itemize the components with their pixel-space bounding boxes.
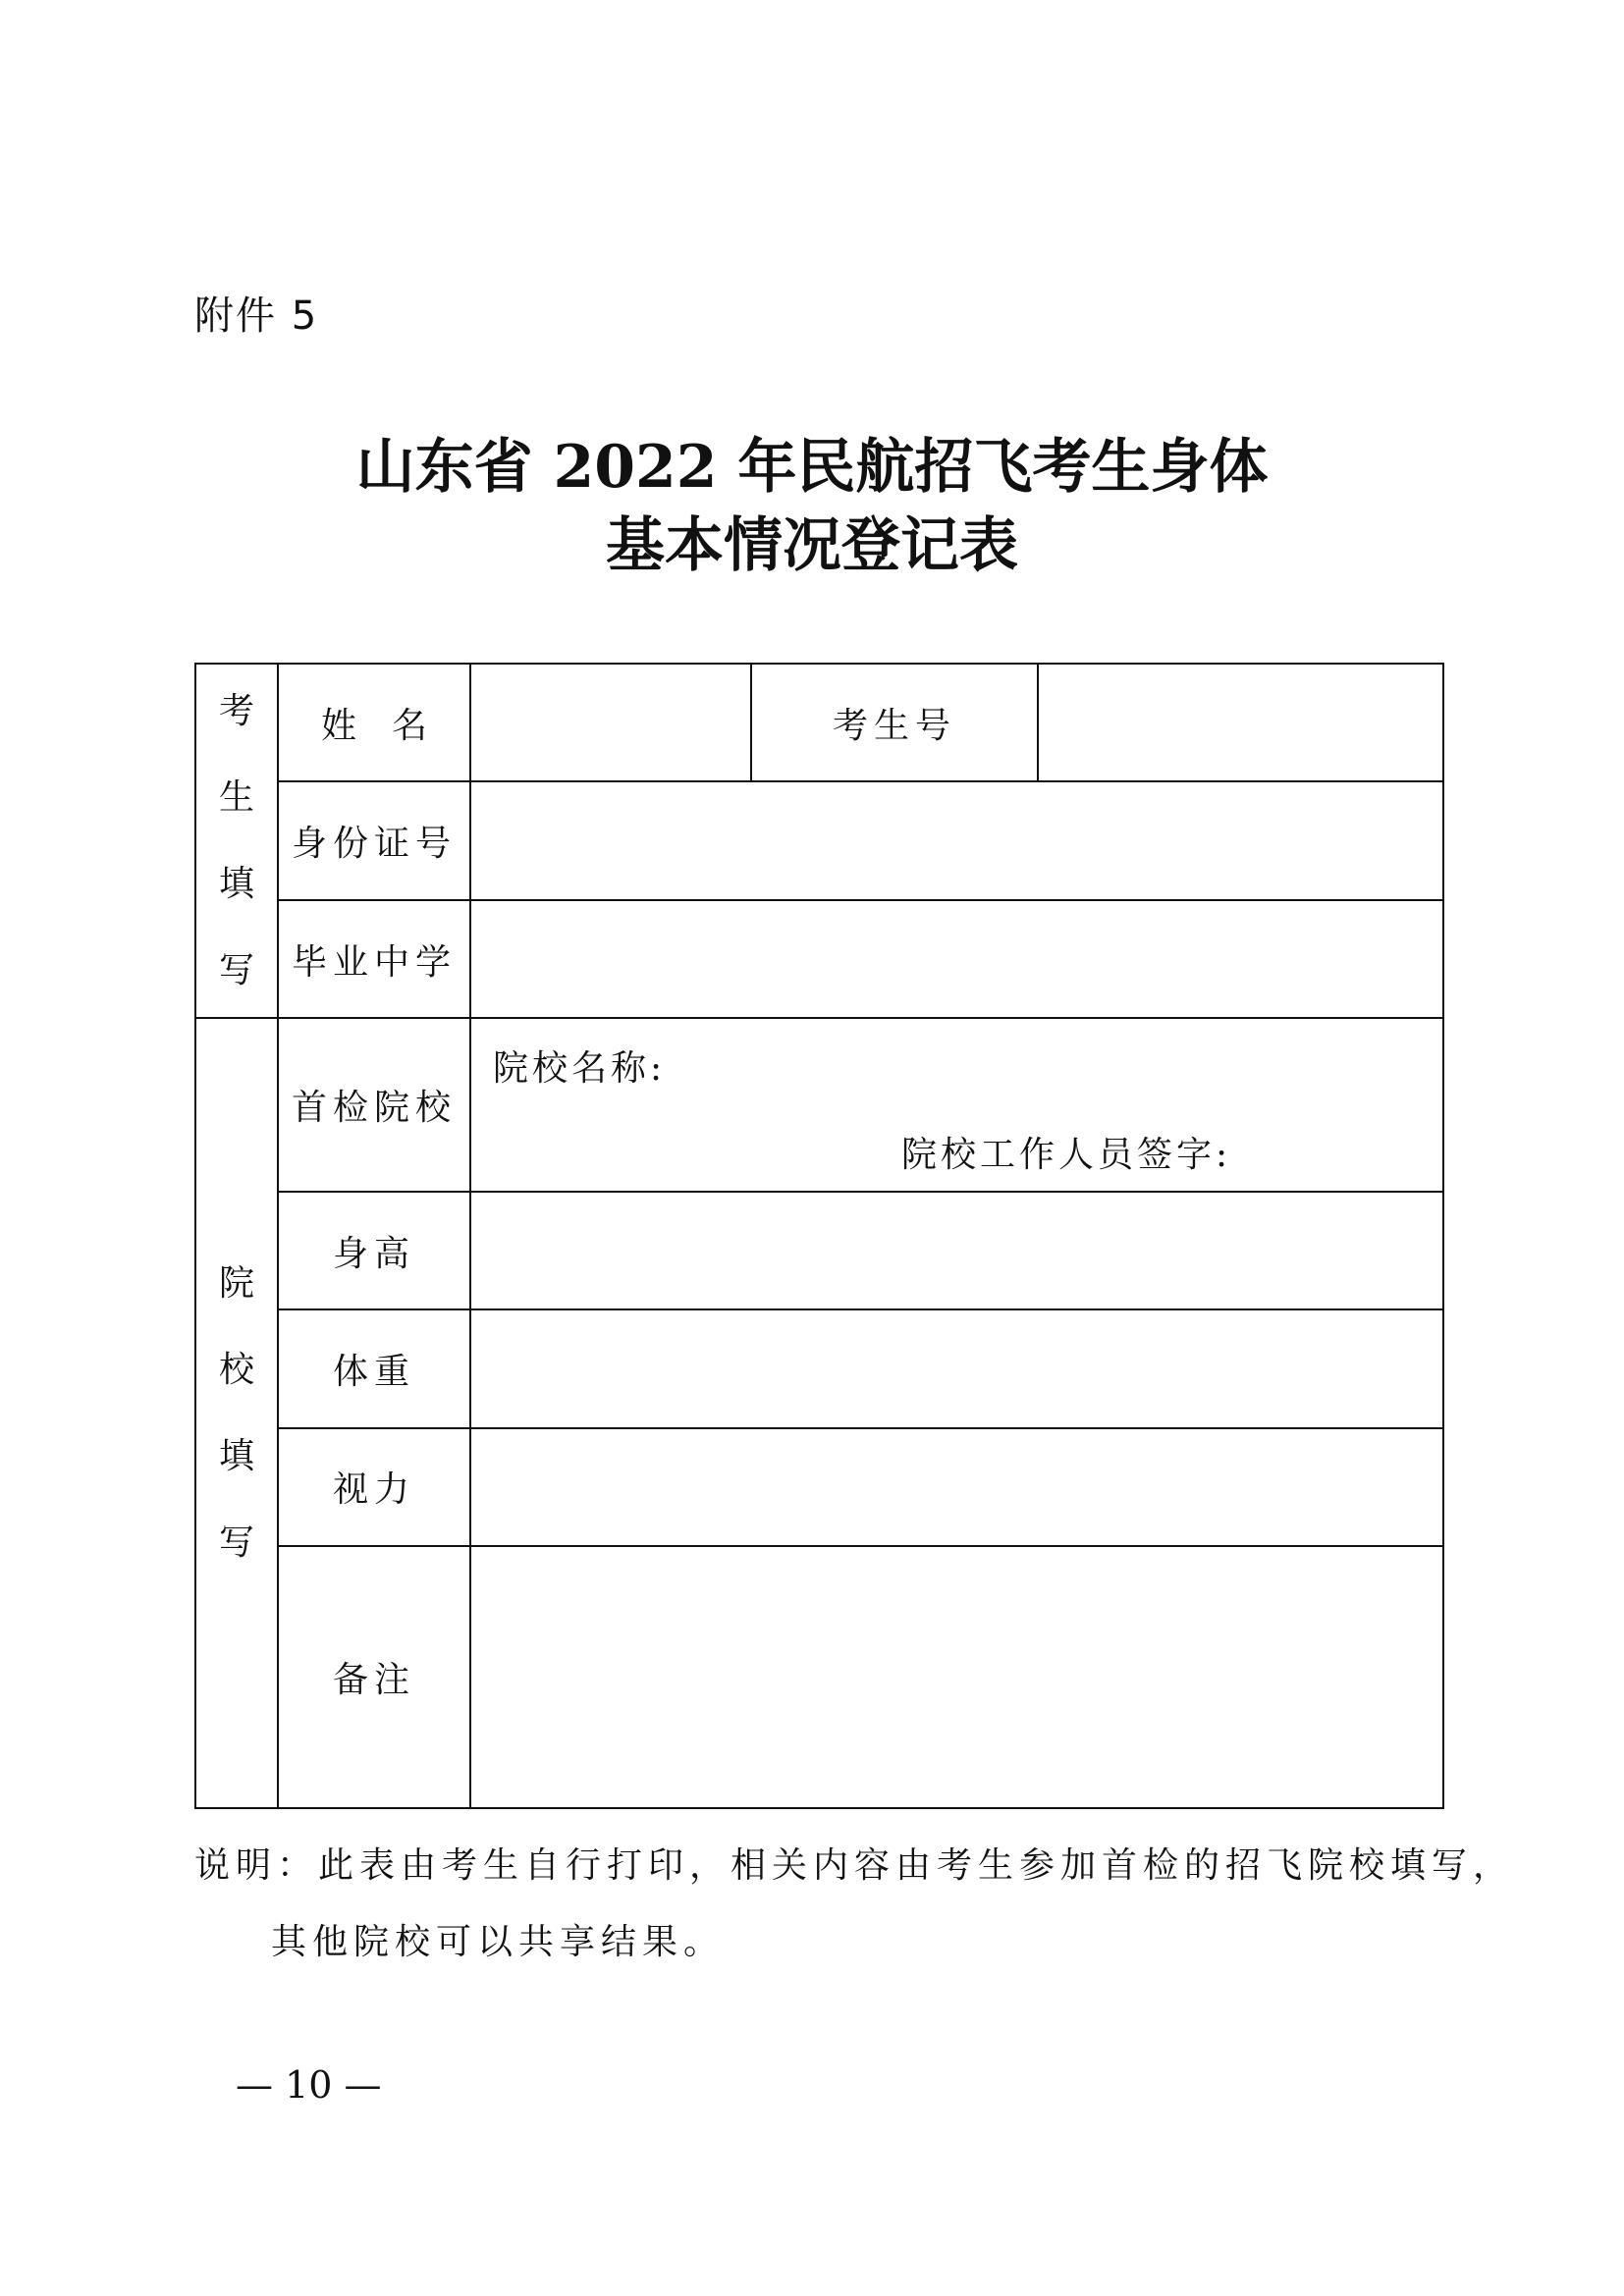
name-field[interactable] <box>470 664 751 781</box>
page-title-line2: 基本情况登记表 <box>606 511 1018 580</box>
vision-field[interactable] <box>470 1428 1443 1546</box>
id-number-label: 身份证号 <box>278 781 470 899</box>
vision-label: 视力 <box>278 1428 470 1546</box>
attachment-label: 附件 5 <box>194 294 319 339</box>
page-number: — 10 — <box>236 2063 382 2107</box>
remarks-label: 备注 <box>278 1546 470 1808</box>
exam-number-label: 考生号 <box>751 664 1038 781</box>
weight-field[interactable] <box>470 1309 1443 1427</box>
note-line2: 其他院校可以共享结果。 <box>271 1922 726 1962</box>
weight-label: 体重 <box>278 1309 470 1427</box>
page-title-line1: 山东省 2022 年民航招飞考生身体 <box>355 433 1269 502</box>
staff-signature-label: 院校工作人员签字: <box>901 1135 1232 1176</box>
registration-form-table <box>194 663 1444 1809</box>
graduated-school-label: 毕业中学 <box>278 900 470 1018</box>
college-name-label: 院校名称: <box>493 1048 667 1090</box>
note-line1: 说明：此表由考生自行打印，相关内容由考生参加首检的招飞院校填写， <box>194 1845 1515 1886</box>
remarks-field[interactable] <box>470 1546 1443 1808</box>
first-check-college-field[interactable] <box>470 1018 1443 1192</box>
name-label: 姓 名 <box>278 664 470 781</box>
section-student-label: 考 生 填 写 <box>195 664 278 1018</box>
exam-number-field[interactable] <box>1038 664 1443 781</box>
height-field[interactable] <box>470 1192 1443 1309</box>
height-label: 身高 <box>278 1192 470 1309</box>
graduated-school-field[interactable] <box>470 900 1443 1018</box>
id-number-field[interactable] <box>470 781 1443 899</box>
section-school-label: 院 校 填 写 <box>195 1018 278 1808</box>
first-check-college-label: 首检院校 <box>278 1018 470 1192</box>
